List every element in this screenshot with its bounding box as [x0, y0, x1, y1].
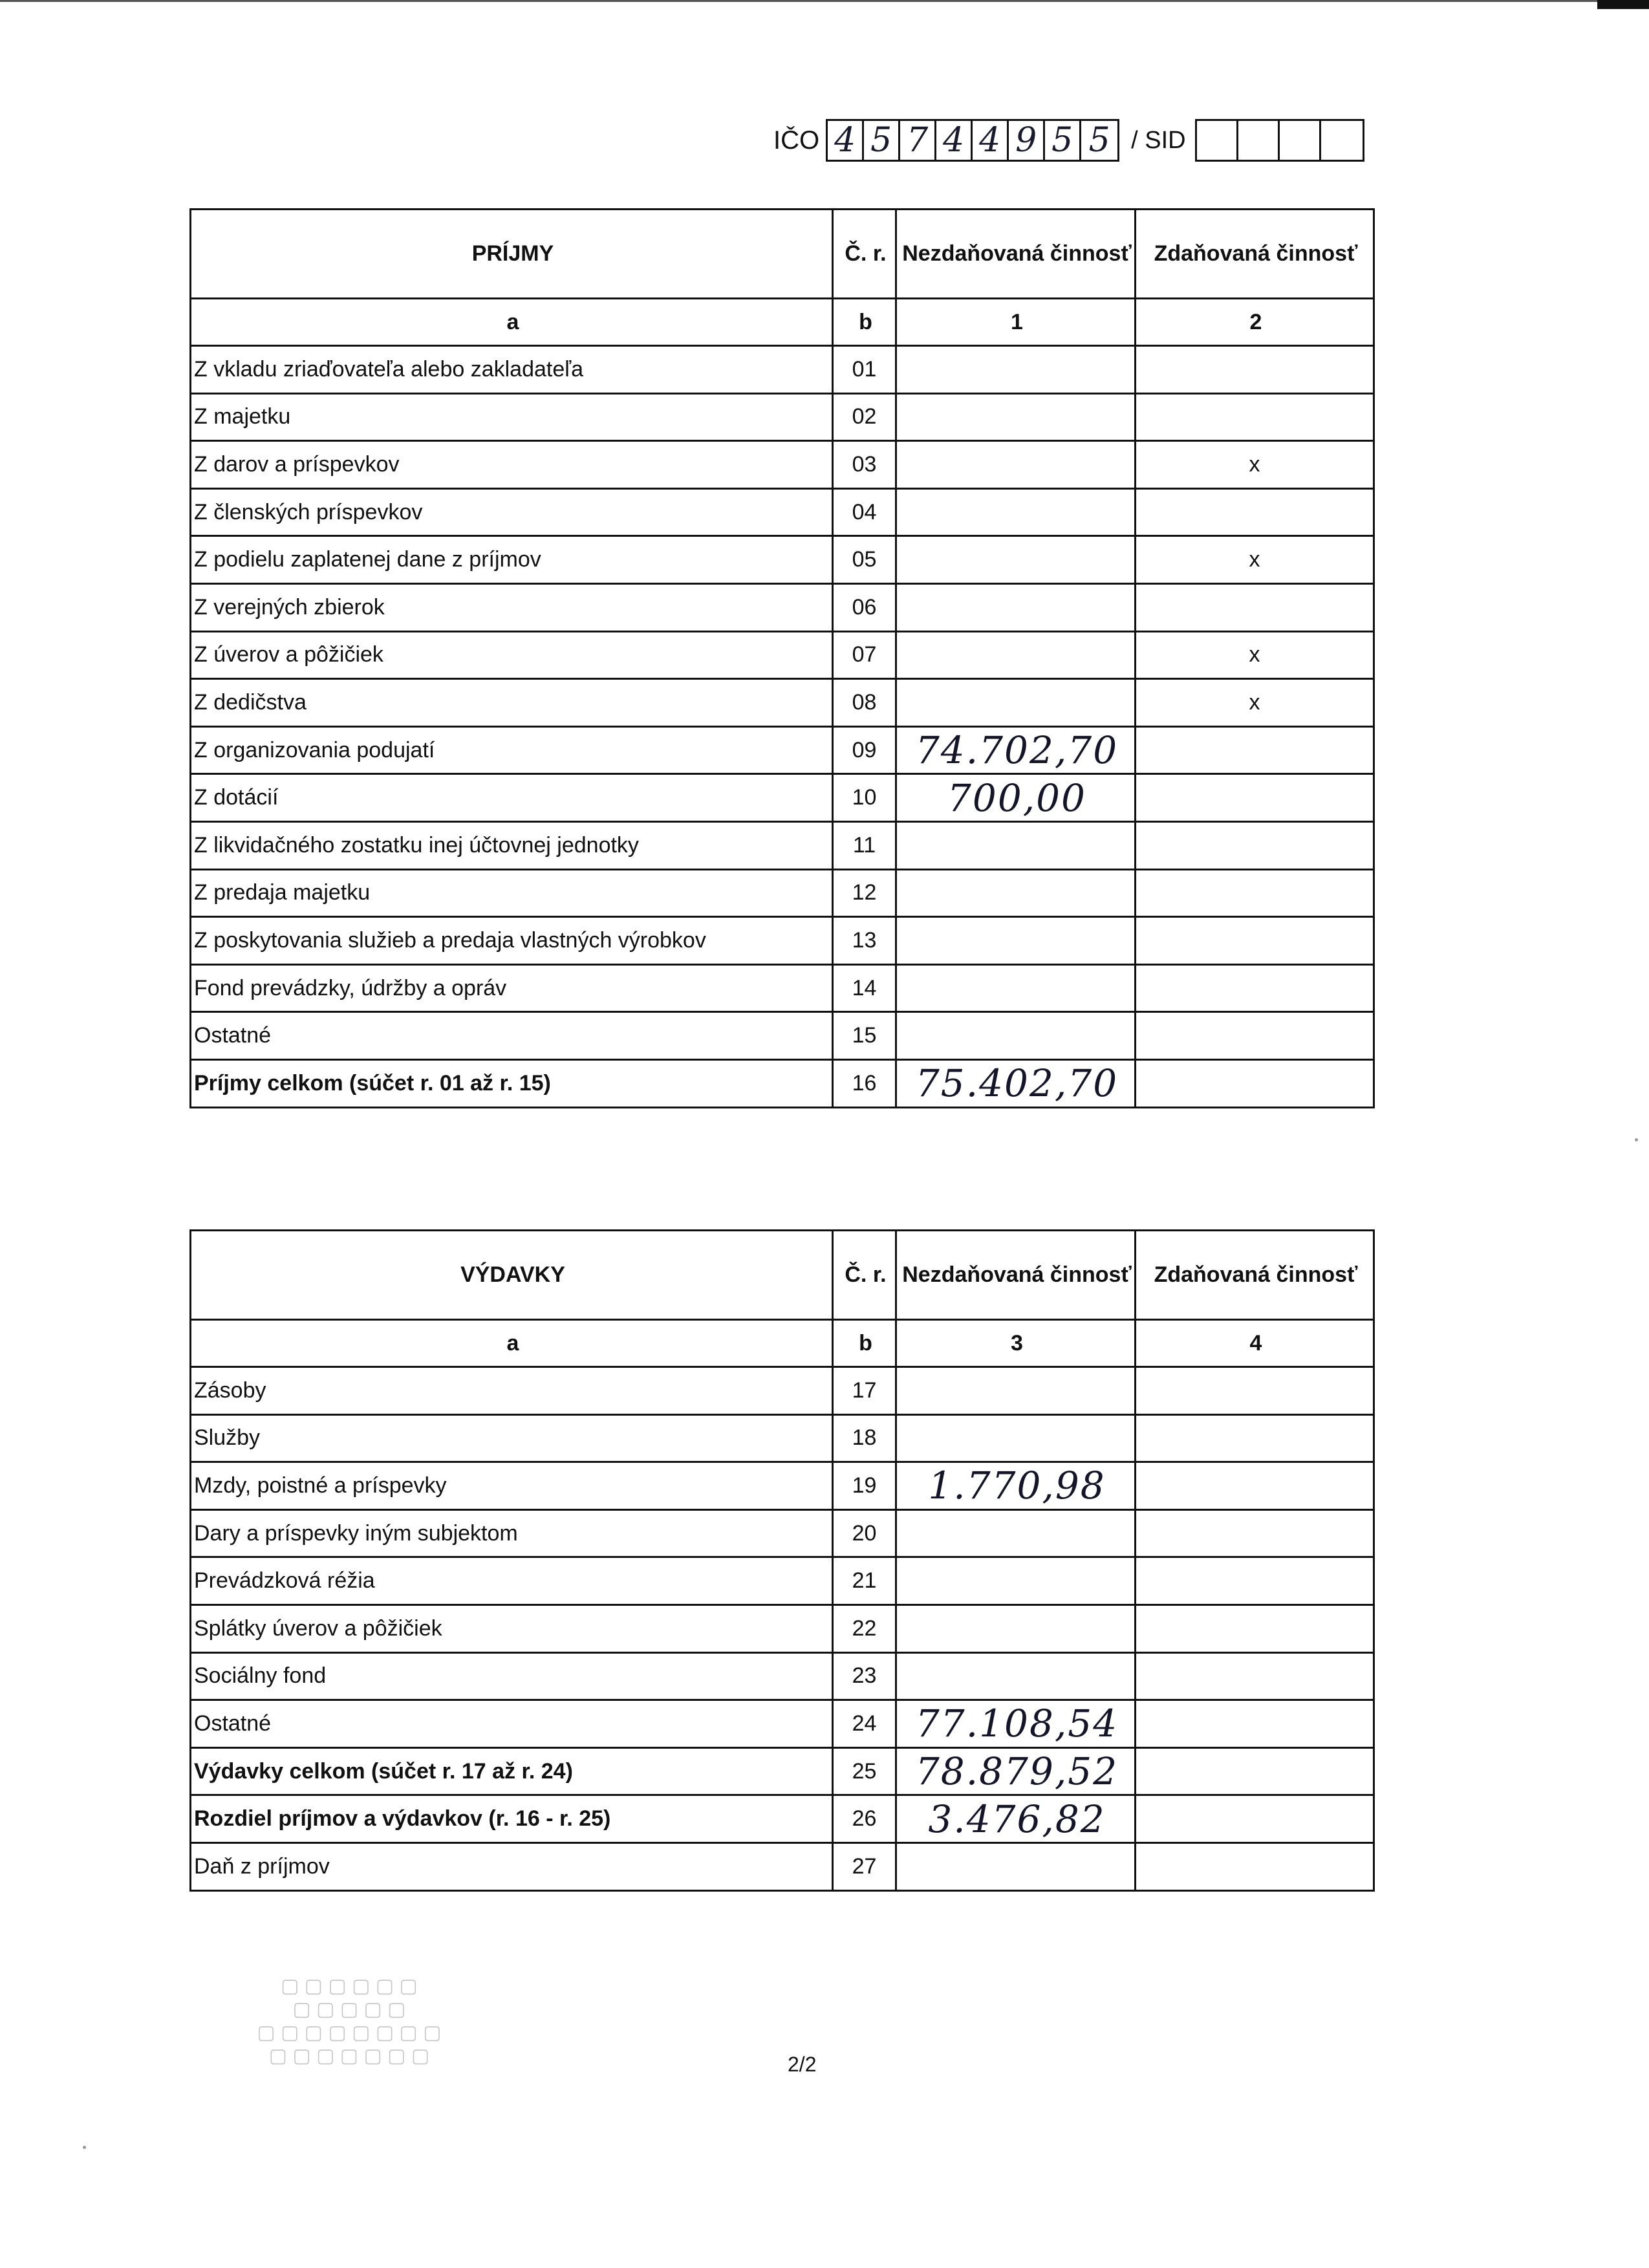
table-row: [191, 1414, 1374, 1462]
value-nezdanovana: [896, 679, 1136, 727]
column-header-zdanovana: Zdaňovaná činnosť: [1136, 1231, 1374, 1320]
value-zdanovana: [1136, 1012, 1374, 1060]
table-row: [191, 821, 1374, 869]
column-header-nezdanovana: Nezdaňovaná činnosť: [896, 210, 1136, 299]
column-header-nezdanovana: Nezdaňovaná činnosť: [896, 1231, 1136, 1320]
row-number: 19: [833, 1462, 896, 1510]
table-row: [191, 1557, 1374, 1605]
ico-digit: 5: [1045, 121, 1081, 160]
table-row: [191, 488, 1374, 536]
row-label: Z podielu zaplatenej dane z príjmov: [191, 536, 833, 584]
table-row: [191, 1795, 1374, 1843]
ico-boxes: [826, 119, 1119, 162]
row-number: 01: [833, 346, 896, 394]
faded-stamp-image: ▢ ▢ ▢ ▢ ▢ ▢ ▢ ▢ ▢ ▢ ▢ ▢ ▢ ▢ ▢ ▢ ▢ ▢ ▢ ▢ ▢ ▢ ▢ ▢ ▢ ▢: [257, 1978, 442, 2069]
table-row: [191, 1604, 1374, 1652]
table-row: [191, 917, 1374, 965]
row-number: 22: [833, 1604, 896, 1652]
row-number: 14: [833, 964, 896, 1012]
ico-label: IČO: [773, 125, 820, 155]
value-nezdanovana: [896, 1414, 1136, 1462]
value-zdanovana: [1136, 1604, 1374, 1652]
row-label: Splátky úverov a pôžičiek: [191, 1604, 833, 1652]
row-number: 09: [833, 726, 896, 774]
table-row: [191, 1059, 1374, 1107]
row-label: Z poskytovania služieb a predaja vlastných výrobkov: [191, 917, 833, 965]
value-nezdanovana: [896, 917, 1136, 965]
ico-digit: 4: [936, 121, 973, 160]
value-zdanovana: [1136, 726, 1374, 774]
table-row: [191, 1747, 1374, 1795]
row-number: 12: [833, 869, 896, 917]
value-nezdanovana: [896, 869, 1136, 917]
row-number: 16: [833, 1059, 896, 1107]
column-header-row-number: Č. r.: [833, 210, 896, 299]
value-zdanovana: [1136, 1747, 1374, 1795]
row-number: 17: [833, 1367, 896, 1415]
table-row: [191, 774, 1374, 822]
table-row: [191, 631, 1374, 679]
scan-corner-mark: [1597, 0, 1649, 9]
value-nezdanovana: [896, 1557, 1136, 1605]
table-row: [191, 1509, 1374, 1557]
value-nezdanovana: [896, 488, 1136, 536]
row-label: Sociálny fond: [191, 1652, 833, 1700]
row-label: Z majetku: [191, 393, 833, 441]
value-zdanovana: [1136, 774, 1374, 822]
row-label: Z členských príspevkov: [191, 488, 833, 536]
column-key: 1: [896, 299, 1136, 346]
sid-digit: [1321, 121, 1363, 160]
column-key-row: [191, 1320, 1374, 1367]
row-label: Z darov a príspevkov: [191, 441, 833, 489]
value-nezdanovana: 78.879,52: [896, 1747, 1136, 1795]
value-nezdanovana: [896, 393, 1136, 441]
row-label: Fond prevádzky, údržby a opráv: [191, 964, 833, 1012]
value-nezdanovana: [896, 1509, 1136, 1557]
row-number: 24: [833, 1700, 896, 1748]
value-zdanovana: [1136, 869, 1374, 917]
value-zdanovana: [1136, 1700, 1374, 1748]
value-nezdanovana: [896, 583, 1136, 631]
value-nezdanovana: [896, 441, 1136, 489]
value-zdanovana: [1136, 1414, 1374, 1462]
value-zdanovana: [1136, 346, 1374, 394]
value-nezdanovana: [896, 1367, 1136, 1415]
table-row: [191, 1700, 1374, 1748]
sid-digit: [1280, 121, 1321, 160]
row-label: Z verejných zbierok: [191, 583, 833, 631]
scan-top-edge: [0, 0, 1649, 2]
value-zdanovana: x: [1136, 536, 1374, 584]
ico-digit: 5: [1088, 121, 1110, 160]
row-number: 13: [833, 917, 896, 965]
value-nezdanovana: [896, 1012, 1136, 1060]
prijmy-rows: [191, 346, 1374, 1108]
column-header-zdanovana: Zdaňovaná činnosť: [1136, 210, 1374, 299]
sid-digit: [1238, 121, 1280, 160]
value-zdanovana: [1136, 1842, 1374, 1890]
column-key: b: [833, 299, 896, 346]
table-row: [191, 1652, 1374, 1700]
row-number: 04: [833, 488, 896, 536]
table-header-row: [191, 1231, 1374, 1320]
row-number: 25: [833, 1747, 896, 1795]
table-row: [191, 1367, 1374, 1415]
table-row: [191, 679, 1374, 727]
value-zdanovana: [1136, 821, 1374, 869]
section-title: VÝDAVKY: [191, 1231, 833, 1320]
table-row: [191, 869, 1374, 917]
value-zdanovana: [1136, 1509, 1374, 1557]
section-title: PRÍJMY: [191, 210, 833, 299]
value-nezdanovana: [896, 631, 1136, 679]
row-label: Príjmy celkom (súčet r. 01 až r. 15): [191, 1059, 833, 1107]
table-row: [191, 441, 1374, 489]
table-row: [191, 964, 1374, 1012]
table-row: [191, 536, 1374, 584]
value-nezdanovana: 74.702,70: [896, 726, 1136, 774]
value-nezdanovana: 3.476,82: [896, 1795, 1136, 1843]
row-label: Ostatné: [191, 1012, 833, 1060]
row-number: 27: [833, 1842, 896, 1890]
row-label: Mzdy, poistné a príspevky: [191, 1462, 833, 1510]
row-number: 18: [833, 1414, 896, 1462]
column-key: 2: [1136, 299, 1374, 346]
value-zdanovana: [1136, 1059, 1374, 1107]
value-nezdanovana: [896, 1652, 1136, 1700]
ico-digit: 7: [900, 121, 936, 160]
value-nezdanovana: 75.402,70: [896, 1059, 1136, 1107]
scan-speck: [1635, 1138, 1638, 1141]
column-header-row-number: Č. r.: [833, 1231, 896, 1320]
value-nezdanovana: [896, 1604, 1136, 1652]
value-nezdanovana: [896, 1842, 1136, 1890]
row-label: Ostatné: [191, 1700, 833, 1748]
column-key: 3: [896, 1320, 1136, 1367]
value-zdanovana: [1136, 917, 1374, 965]
row-number: 03: [833, 441, 896, 489]
value-nezdanovana: [896, 964, 1136, 1012]
scan-speck: [83, 2146, 86, 2149]
prijmy-table: [189, 208, 1375, 1108]
table-row: [191, 393, 1374, 441]
row-number: 10: [833, 774, 896, 822]
row-number: 26: [833, 1795, 896, 1843]
row-number: 08: [833, 679, 896, 727]
column-key: a: [191, 299, 833, 346]
ico-digit: 4: [973, 121, 1009, 160]
sid-boxes: [1195, 119, 1364, 162]
value-zdanovana: x: [1136, 679, 1374, 727]
row-label: Z úverov a pôžičiek: [191, 631, 833, 679]
row-number: 11: [833, 821, 896, 869]
value-zdanovana: [1136, 964, 1374, 1012]
row-number: 21: [833, 1557, 896, 1605]
value-zdanovana: [1136, 1557, 1374, 1605]
value-zdanovana: [1136, 1462, 1374, 1510]
row-label: Z organizovania podujatí: [191, 726, 833, 774]
row-number: 15: [833, 1012, 896, 1060]
row-number: 02: [833, 393, 896, 441]
row-number: 06: [833, 583, 896, 631]
value-nezdanovana: 700,00: [896, 774, 1136, 822]
ico-digit: 9: [1009, 121, 1045, 160]
row-label: Z likvidačného zostatku inej účtovnej jednotky: [191, 821, 833, 869]
column-key: 4: [1136, 1320, 1374, 1367]
table-row: [191, 1842, 1374, 1890]
table-row: [191, 1462, 1374, 1510]
vydavky-table: [189, 1229, 1375, 1892]
value-zdanovana: [1136, 393, 1374, 441]
value-zdanovana: [1136, 1367, 1374, 1415]
ico-header: [773, 118, 1364, 163]
table-row: [191, 726, 1374, 774]
value-zdanovana: [1136, 488, 1374, 536]
table-row: [191, 1012, 1374, 1060]
column-key: b: [833, 1320, 896, 1367]
row-label: Rozdiel príjmov a výdavkov (r. 16 - r. 25): [191, 1795, 833, 1843]
row-number: 07: [833, 631, 896, 679]
value-zdanovana: [1136, 1795, 1374, 1843]
table-row: [191, 346, 1374, 394]
value-nezdanovana: [896, 821, 1136, 869]
value-zdanovana: [1136, 583, 1374, 631]
value-nezdanovana: [896, 346, 1136, 394]
row-number: 05: [833, 536, 896, 584]
value-zdanovana: [1136, 1652, 1374, 1700]
ico-digit: 4: [828, 121, 864, 160]
row-number: 20: [833, 1509, 896, 1557]
row-label: Dary a príspevky iným subjektom: [191, 1509, 833, 1557]
ico-digit: 5: [864, 121, 900, 160]
row-label: Z dedičstva: [191, 679, 833, 727]
row-label: Daň z príjmov: [191, 1842, 833, 1890]
value-nezdanovana: 1.770,98: [896, 1462, 1136, 1510]
table-row: [191, 583, 1374, 631]
row-number: 23: [833, 1652, 896, 1700]
value-zdanovana: x: [1136, 441, 1374, 489]
row-label: Zásoby: [191, 1367, 833, 1415]
row-label: Z dotácií: [191, 774, 833, 822]
column-key: a: [191, 1320, 833, 1367]
sid-label: / SID: [1131, 126, 1186, 154]
vydavky-rows: [191, 1367, 1374, 1891]
row-label: Z predaja majetku: [191, 869, 833, 917]
column-key-row: [191, 299, 1374, 346]
row-label: Výdavky celkom (súčet r. 17 až r. 24): [191, 1747, 833, 1795]
page-number: 2/2: [788, 2053, 817, 2076]
sid-digit: [1197, 121, 1238, 160]
row-label: Prevádzková réžia: [191, 1557, 833, 1605]
value-nezdanovana: [896, 536, 1136, 584]
value-nezdanovana: 77.108,54: [896, 1700, 1136, 1748]
table-header-row: [191, 210, 1374, 299]
value-zdanovana: x: [1136, 631, 1374, 679]
row-label: Z vkladu zriaďovateľa alebo zakladateľa: [191, 346, 833, 394]
row-label: Služby: [191, 1414, 833, 1462]
